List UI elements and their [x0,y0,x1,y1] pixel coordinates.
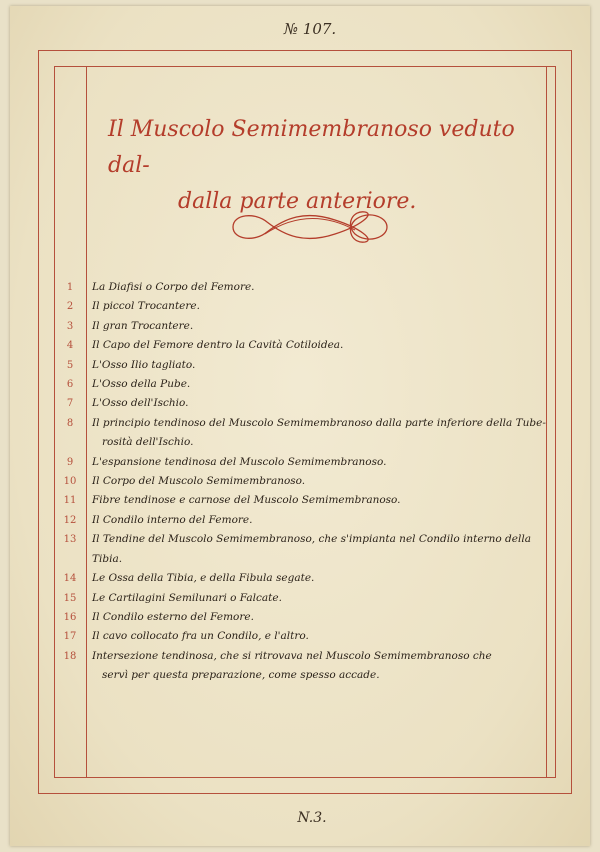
item-text: Il Corpo del Muscolo Semimembranoso. [92,475,306,488]
item-text: L'Osso Ilio tagliato. [92,358,196,371]
item-number: 10 [63,476,77,488]
item-text: rosità dell'Ischio. [102,436,194,449]
item-number: 3 [66,320,74,332]
list-item [54,472,554,491]
list-item [54,647,554,686]
list-item [54,336,554,355]
list-item [54,511,554,530]
item-text: Il piccol Trocantere. [92,300,200,313]
item-text: Il Capo del Femore dentro la Cavità Cotiloidea. [92,339,344,352]
item-number: 8 [66,417,74,429]
item-text: Il Condilo interno del Femore. [92,513,253,526]
list-item [54,627,554,646]
item-text: Il gran Trocantere. [92,319,194,332]
item-number: 17 [63,631,77,643]
item-text: Il principio tendinoso del Muscolo Semimembranoso dalla parte inferiore della Tube- [92,416,546,429]
list-item [54,394,554,413]
list-item [54,317,554,336]
item-text: L'Osso della Pube. [92,378,191,391]
item-text: servì per questa preparazione, come spesso accade. [102,669,380,682]
list-item [54,569,554,588]
manuscript-page [10,6,590,846]
item-text: Il Tendine del Muscolo Semimembranoso, che s'impianta nel Condilo interno della Tibia. [92,533,531,565]
item-number: 18 [63,650,77,662]
list-item [54,530,554,569]
signature-mark: N.3. [297,810,327,826]
item-number: 6 [66,379,74,391]
item-number: 4 [66,340,74,352]
item-text: Il cavo collocato fra un Condilo, e l'altro. [92,630,309,643]
title-line-2: dalla parte anteriore. [178,189,417,214]
item-number: 15 [63,592,77,604]
folio-number: № 107. [283,20,337,38]
item-number: 12 [63,514,77,526]
item-text: L'espansione tendinosa del Muscolo Semimembranoso. [92,455,387,468]
list-item [54,589,554,608]
item-text: Fibre tendinose e carnose del Muscolo Semimembranoso. [92,494,401,507]
item-text: Il Condilo esterno del Femore. [92,610,254,623]
item-text: La Diafisi o Corpo del Femore. [92,281,255,293]
list-item [54,414,554,453]
list-item [54,278,554,297]
item-number: 2 [66,301,74,313]
item-number: 7 [66,398,74,410]
flourish-ornament [225,204,395,250]
list-item [54,297,554,316]
item-text: L'Osso dell'Ischio. [92,397,189,410]
item-text: Le Ossa della Tibia, e della Fibula segate. [92,572,315,585]
item-number: 14 [63,573,77,585]
list-item [54,453,554,472]
list-item [54,356,554,375]
item-number: 16 [63,611,77,623]
title-line-1: Il Muscolo Semimembranoso veduto dal- [108,117,515,178]
list-item [54,491,554,510]
item-number: 1 [66,282,74,293]
item-number: 5 [66,359,74,371]
item-number: 13 [63,534,77,546]
item-number: 9 [66,456,74,468]
list-item [54,608,554,627]
item-text: Intersezione tendinosa, che si ritrovava nel Muscolo Semimembranoso che [92,649,492,662]
item-text: Le Cartilagini Semilunari o Falcate. [92,591,282,604]
legend-list [54,278,554,686]
item-number: 11 [63,495,77,507]
list-item [54,375,554,394]
